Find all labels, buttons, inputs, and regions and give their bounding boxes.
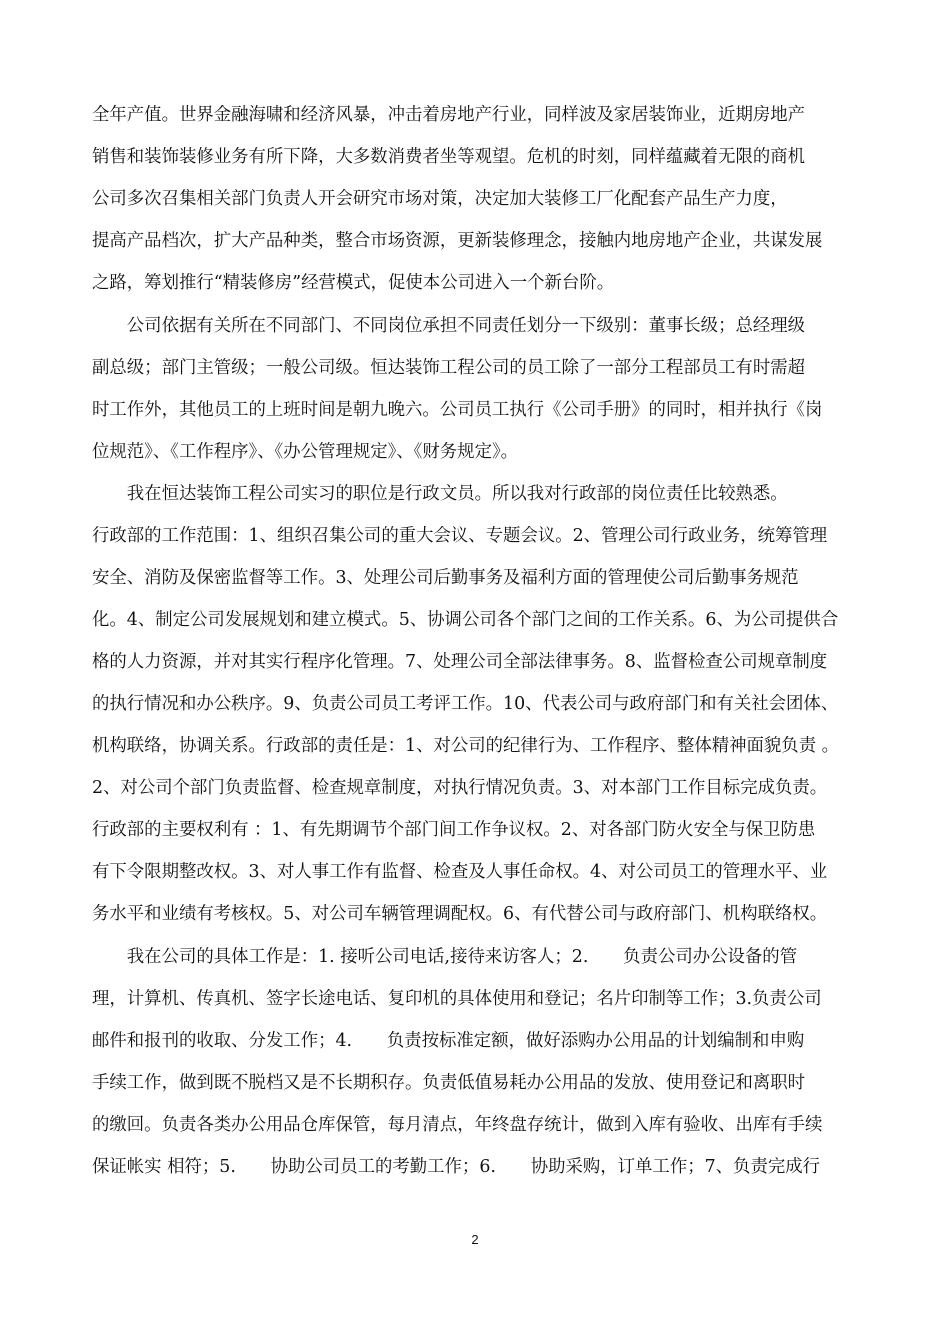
text-line: 时工作外，其他员工的上班时间是朝九晚六。公司员工执行《公司手册》的同时，相并执行《岗 xyxy=(92,400,823,420)
text-line: 格的人力资源，并对其实行程序化管理。7、处理公司全部法律事务。8、监督检查公司规章制度 xyxy=(92,652,828,672)
text-line: 我在公司的具体工作是：1. 接听公司电话,接待来访客人；2. 负责公司办公设备的管 xyxy=(92,947,798,967)
text-line: 行政部的工作范围：1、组织召集公司的重大会议、专题会议。2、管理公司行政业务，统筹管理 xyxy=(92,526,828,546)
text-line: 位规范》、《工作程序》、《办公管理规定》、《财务规定》。 xyxy=(92,442,519,462)
text-line: 的执行情况和办公秩序。9、负责公司员工考评工作。10、代表公司与政府部门和有关社会团体、 xyxy=(92,694,839,714)
text-line: 之路，筹划推行“精装修房”经营模式，促使本公司进入一个新台阶。 xyxy=(92,273,615,293)
page-number: 2 xyxy=(471,1232,479,1247)
text-line: 行政部的主要权利有 ：1、有先期调节个部门间工作争议权。2、对各部门防火安全与保卫防患 xyxy=(92,820,816,840)
text-line: 务水平和业绩有考核权。5、对公司车辆管理调配权。6、有代替公司与政府部门、机构联络权。 xyxy=(92,904,828,924)
text-line: 邮件和报刊的收取、分发工作；4. 负责按标准定额，做好添购办公用品的计划编制和申购 xyxy=(92,1031,805,1051)
text-line: 公司依据有关所在不同部门、不同岗位承担不同责任划分一下级别：董事长级；总经理级 xyxy=(92,316,806,336)
text-line: 保证帐实 相符；5. 协助公司员工的考勤工作；6. 协助采购，订单工作；7、负责完成行 xyxy=(92,1157,821,1177)
text-line: 的缴回。负责各类办公用品仓库保管，每月清点，年终盘存统计，做到入库有验收、出库有手续 xyxy=(92,1115,823,1135)
text-line: 副总级；部门主管级；一般公司级。恒达装饰工程公司的员工除了一部分工程部员工有时需超 xyxy=(92,358,806,378)
text-line: 提高产品档次，扩大产品种类，整合市场资源，更新装修理念，接触内地房地产企业，共谋发展 xyxy=(92,231,823,251)
text-line: 我在恒达装饰工程公司实习的职位是行政文员。所以我对行政部的岗位责任比较熟悉。 xyxy=(92,484,788,504)
text-line: 2、对公司个部门负责监督、检查规章制度，对执行情况负责。3、对本部门工作目标完成负责。 xyxy=(92,778,828,798)
text-line: 理，计算机、传真机、签字长途电话、复印机的具体使用和登记；名片印制等工作；3.负责公司 xyxy=(92,989,822,1009)
text-line: 全年产值。世界金融海啸和经济风暴，冲击着房地产行业，同样波及家居装饰业，近期房地产 xyxy=(92,105,806,125)
text-line: 机构联络，协调关系。行政部的责任是：1、对公司的纪律行为、工作程序、整体精神面貌负责 。 xyxy=(92,736,840,756)
text-line: 手续工作，做到既不脱档又是不长期积存。负责低值易耗办公用品的发放、使用登记和离职时 xyxy=(92,1073,806,1093)
text-line: 有下令限期整改权。3、对人事工作有监督、检查及人事任命权。4、对公司员工的管理水平、业 xyxy=(92,862,828,882)
text-line: 公司多次召集相关部门负责人开会研究市场对策，决定加大装修工厂化配套产品生产力度， xyxy=(92,189,788,209)
text-line: 销售和装饰装修业务有所下降，大多数消费者坐等观望。危机的时刻，同样蕴藏着无限的商机 xyxy=(92,147,806,167)
text-line: 化。4、制定公司发展规划和建立模式。5、协调公司各个部门之间的工作关系。6、为公司提供合 xyxy=(92,610,839,630)
text-line: 安全、消防及保密监督等工作。3、处理公司后勤事务及福利方面的管理使公司后勤事务规范 xyxy=(92,568,799,588)
